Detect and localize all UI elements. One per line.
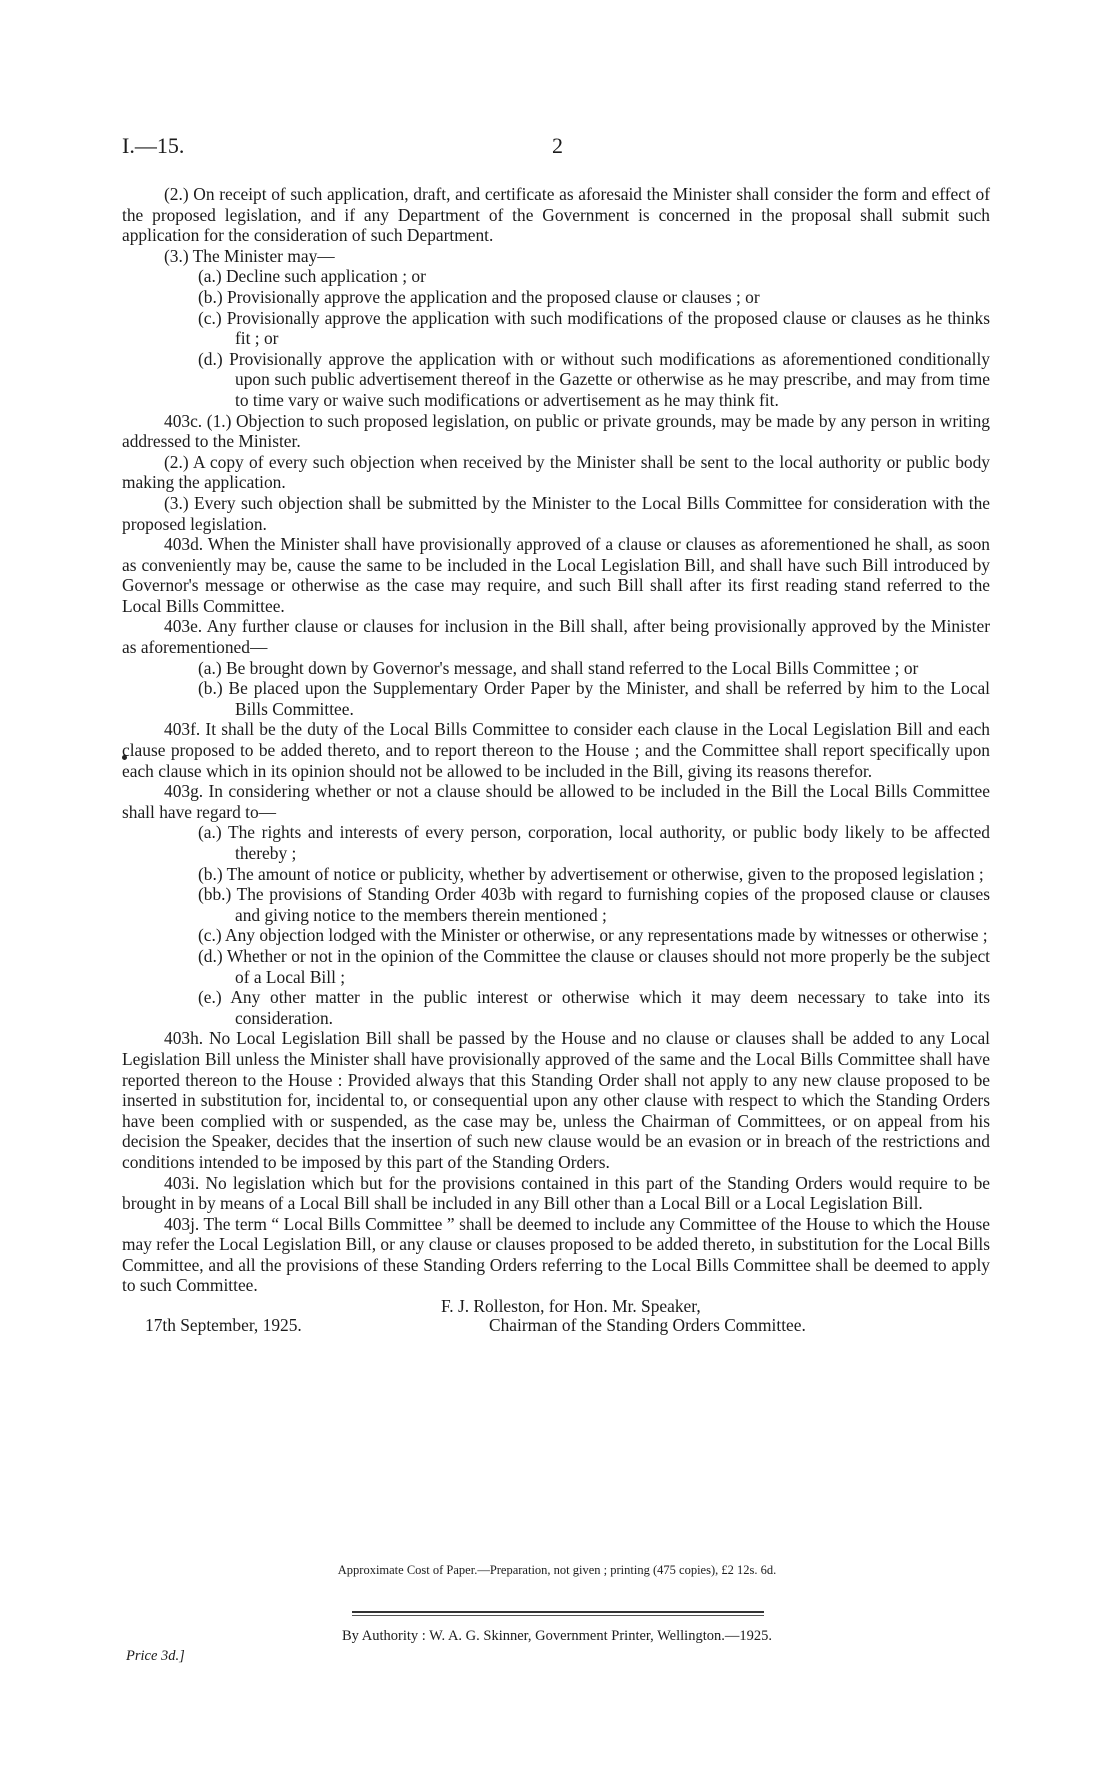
paragraph: (3.) The Minister may— — [164, 245, 335, 266]
list-item: (d.) Whether or not in the opinion of the Committee the clause or clauses should not more properly be the subject of a Local Bill ; — [198, 945, 990, 987]
divider — [352, 1615, 764, 1616]
list-item: (a.) The rights and interests of every person, corporation, local authority, or public body likely to be affected thereby ; — [198, 822, 990, 863]
printer-authority: By Authority : W. A. G. Skinner, Government Printer, Wellington.—1925. — [342, 1628, 772, 1644]
list-item: (c.) Any objection lodged with the Minister or otherwise, or any representations made by witnesses or otherwise ; — [198, 925, 988, 946]
paragraph: 403j. The term “ Local Bills Committee ” shall be deemed to include any Committee of the House to which the House may refer the Local Legislation Bill, or any clause or clauses proposed to be added thereto, in substitution for the Local Bills Committee, and all the provisions of these Standing Orders referring to the Local Bills Committee shall be deemed to apply to such Committee. — [122, 1213, 990, 1296]
paragraph: (3.) Every such objection shall be submitted by the Minister to the Local Bills Committee for consideration with the proposed legislation. — [122, 492, 990, 534]
list-item: (e.) Any other matter in the public interest or otherwise which it may deem necessary to take into its consideration. — [198, 987, 990, 1028]
list-item: (c.) Provisionally approve the application with such modifications of the proposed clause or clauses as he thinks fit ; or — [198, 307, 990, 349]
paragraph: 403g. In considering whether or not a clause should be allowed to be included in the Bill the Local Bills Committee shall have regard to— — [122, 781, 990, 822]
paragraph: 403h. No Local Legislation Bill shall be passed by the House and no clause or clauses shall be added to any Local Legislation Bill unless the Minister shall have provisionally approved of the same and the Local Bills Committee shall have reported thereon to the House : Provided always that this Standing Order shall not apply to any new clause proposed to be inserted in substitution for, incidental to, or consequential upon any other clause with respect to which the Standing Orders have been complied with or suspended, as the case may be, unless the Chairman of Committees, or on appeal from his decision the Speaker, decides that the insertion of such new clause would be an evasion or in breach of the restrictions and conditions intended to be imposed by this part of the Standing Orders. — [122, 1028, 990, 1172]
signature-date: 17th September, 1925. — [145, 1315, 302, 1335]
page-header — [122, 133, 1002, 163]
list-item: (a.) Be brought down by Governor's message, and shall stand referred to the Local Bills Committee ; or — [198, 657, 919, 678]
signatory-title: Chairman of the Standing Orders Committee. — [489, 1315, 806, 1335]
document-body — [122, 184, 990, 1296]
list-item: (d.) Provisionally approve the application with or without such modifications as aforementioned conditionally upon such public advertisement thereof in the Gazette or otherwise as he may prescribe, and may from time to time vary or waive such modifications or advertisement as he may think fit. — [198, 348, 990, 410]
signatory: F. J. Rolleston, for Hon. Mr. Speaker, — [441, 1296, 701, 1316]
paragraph: (2.) A copy of every such objection when received by the Minister shall be sent to the local authority or public body making the application. — [122, 451, 990, 493]
paragraph: 403e. Any further clause or clauses for inclusion in the Bill shall, after being provisionally approved by the Minister as aforementioned— — [122, 616, 990, 658]
list-item: (b.) Be placed upon the Supplementary Order Paper by the Minister, and shall be referred by him to the Local Bills Committee. — [198, 678, 990, 719]
paragraph: 403d. When the Minister shall have provisionally approved of a clause or clauses as aforementioned he shall, as soon as conveniently may be, cause the same to be included in the Local Legislation Bill, and shall have such Bill introduced by Governor's message or otherwise as the case may require, and such Bill shall after its first reading stand referred to the Local Bills Committee. — [122, 534, 990, 616]
page-number: 2 — [552, 133, 563, 158]
divider — [352, 1611, 764, 1613]
list-item: (b.) The amount of notice or publicity, whether by advertisement or otherwise, given to the proposed legislation ; — [198, 863, 984, 884]
paragraph: (2.) On receipt of such application, draft, and certificate as aforesaid the Minister shall consider the form and effect of the proposed legislation, and if any Department of the Government is concerned in the proposal shall submit such application for the consideration of such Department. — [122, 184, 990, 246]
document-reference: I.—15. — [122, 133, 185, 158]
list-item: (b.) Provisionally approve the application and the proposed clause or clauses ; or — [198, 286, 760, 307]
paragraph: 403i. No legislation which but for the provisions contained in this part of the Standing Orders would require to be brought in by means of a Local Bill shall be included in any Bill other than a Local Bill or a Local Legislation Bill. — [122, 1172, 990, 1214]
list-item: (a.) Decline such application ; or — [198, 266, 426, 287]
paragraph: 403c. (1.) Objection to such proposed legislation, on public or private grounds, may be made by any person in writing addressed to the Minister. — [122, 410, 990, 452]
list-item: (bb.) The provisions of Standing Order 403b with regard to furnishing copies of the proposed clause or clauses and giving notice to the members therein mentioned ; — [198, 884, 990, 925]
paragraph: 403f. It shall be the duty of the Local Bills Committee to consider each clause in the Local Legislation Bill and each clause proposed to be added thereto, and to report thereon to the House ; and the Committee shall report specifically upon each clause which in its opinion should not be allowed to be included in the Bill, giving its reasons therefor. — [122, 719, 990, 781]
price-note: Price 3d.] — [126, 1648, 185, 1664]
cost-note: Approximate Cost of Paper.—Preparation, not given ; printing (475 copies), £2 12s. 6d. — [337, 1563, 777, 1577]
